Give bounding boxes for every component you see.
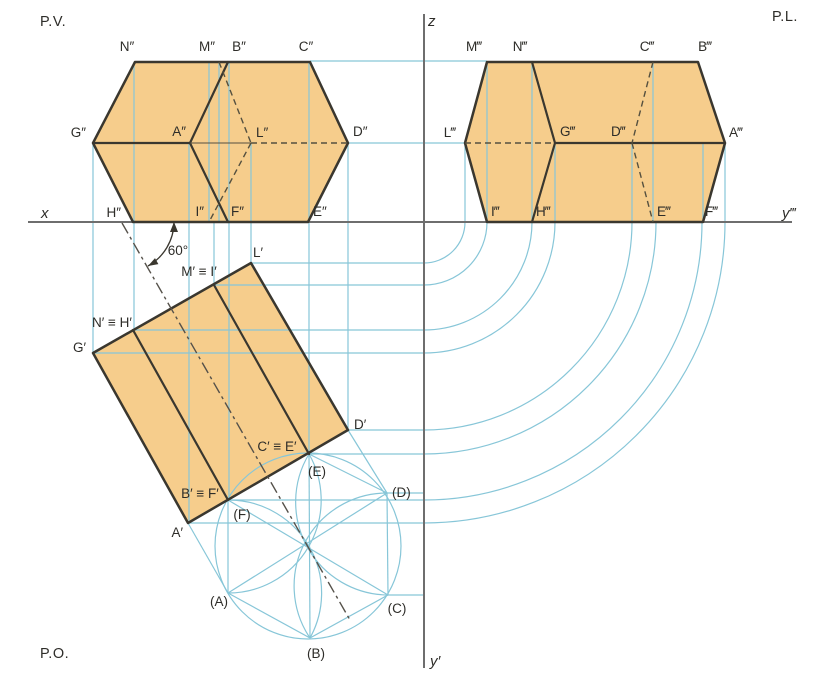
label-C2: C″ [298,39,314,54]
label-po: P.O. [40,646,70,662]
label-axis-y-triple: y‴ [782,205,795,222]
label-L2: L″ [256,125,269,140]
label-MI1: M′ ≡ I′ [181,264,217,279]
label-C-rab: (C) [387,601,407,616]
label-G2: G″ [70,125,86,140]
label-NH1: N′ ≡ H′ [92,315,132,330]
label-B2: B″ [232,39,246,54]
label-pv: P.V. [40,14,67,30]
label-I3: I‴ [491,204,500,219]
label-D-rab: (D) [392,485,411,500]
label-C3: C‴ [639,39,655,54]
label-L1: L′ [252,245,264,260]
label-CE1: C′ ≡ E′ [257,439,297,454]
label-D3: D‴ [611,124,626,139]
label-pl: P.L. [772,9,798,25]
label-M2: M″ [198,39,216,54]
label-L3: L‴ [443,125,456,140]
label-E3: E‴ [657,204,671,219]
label-B-rab: (B) [307,646,325,661]
label-H2: H″ [106,205,121,220]
label-G1: G′ [72,340,86,355]
label-D2: D″ [353,124,368,139]
label-H3: H‴ [536,204,551,219]
label-I2: I″ [195,204,204,219]
label-D1: D′ [354,417,367,432]
label-N2: N″ [119,39,135,54]
label-F2: F″ [231,204,245,219]
label-A3: A‴ [729,125,743,140]
label-E-rab: (E) [308,464,326,479]
label-B3: B‴ [698,39,712,54]
label-axis-x: x [41,205,49,222]
label-M3: M‴ [465,39,483,54]
label-angle: 60° [167,243,189,258]
label-F3: F‴ [705,204,719,219]
label-G3: G‴ [560,124,576,139]
label-F-rab: (F) [233,507,251,522]
label-A-rab: (A) [210,594,228,609]
label-BF1: B′ ≡ F′ [181,486,219,501]
label-N3: N‴ [512,39,528,54]
label-axis-z: z [428,13,436,30]
label-A2: A″ [172,124,186,139]
label-A1: A′ [171,525,183,540]
label-axis-y-prime: y′ [430,653,441,670]
label-E2: E″ [313,204,327,219]
